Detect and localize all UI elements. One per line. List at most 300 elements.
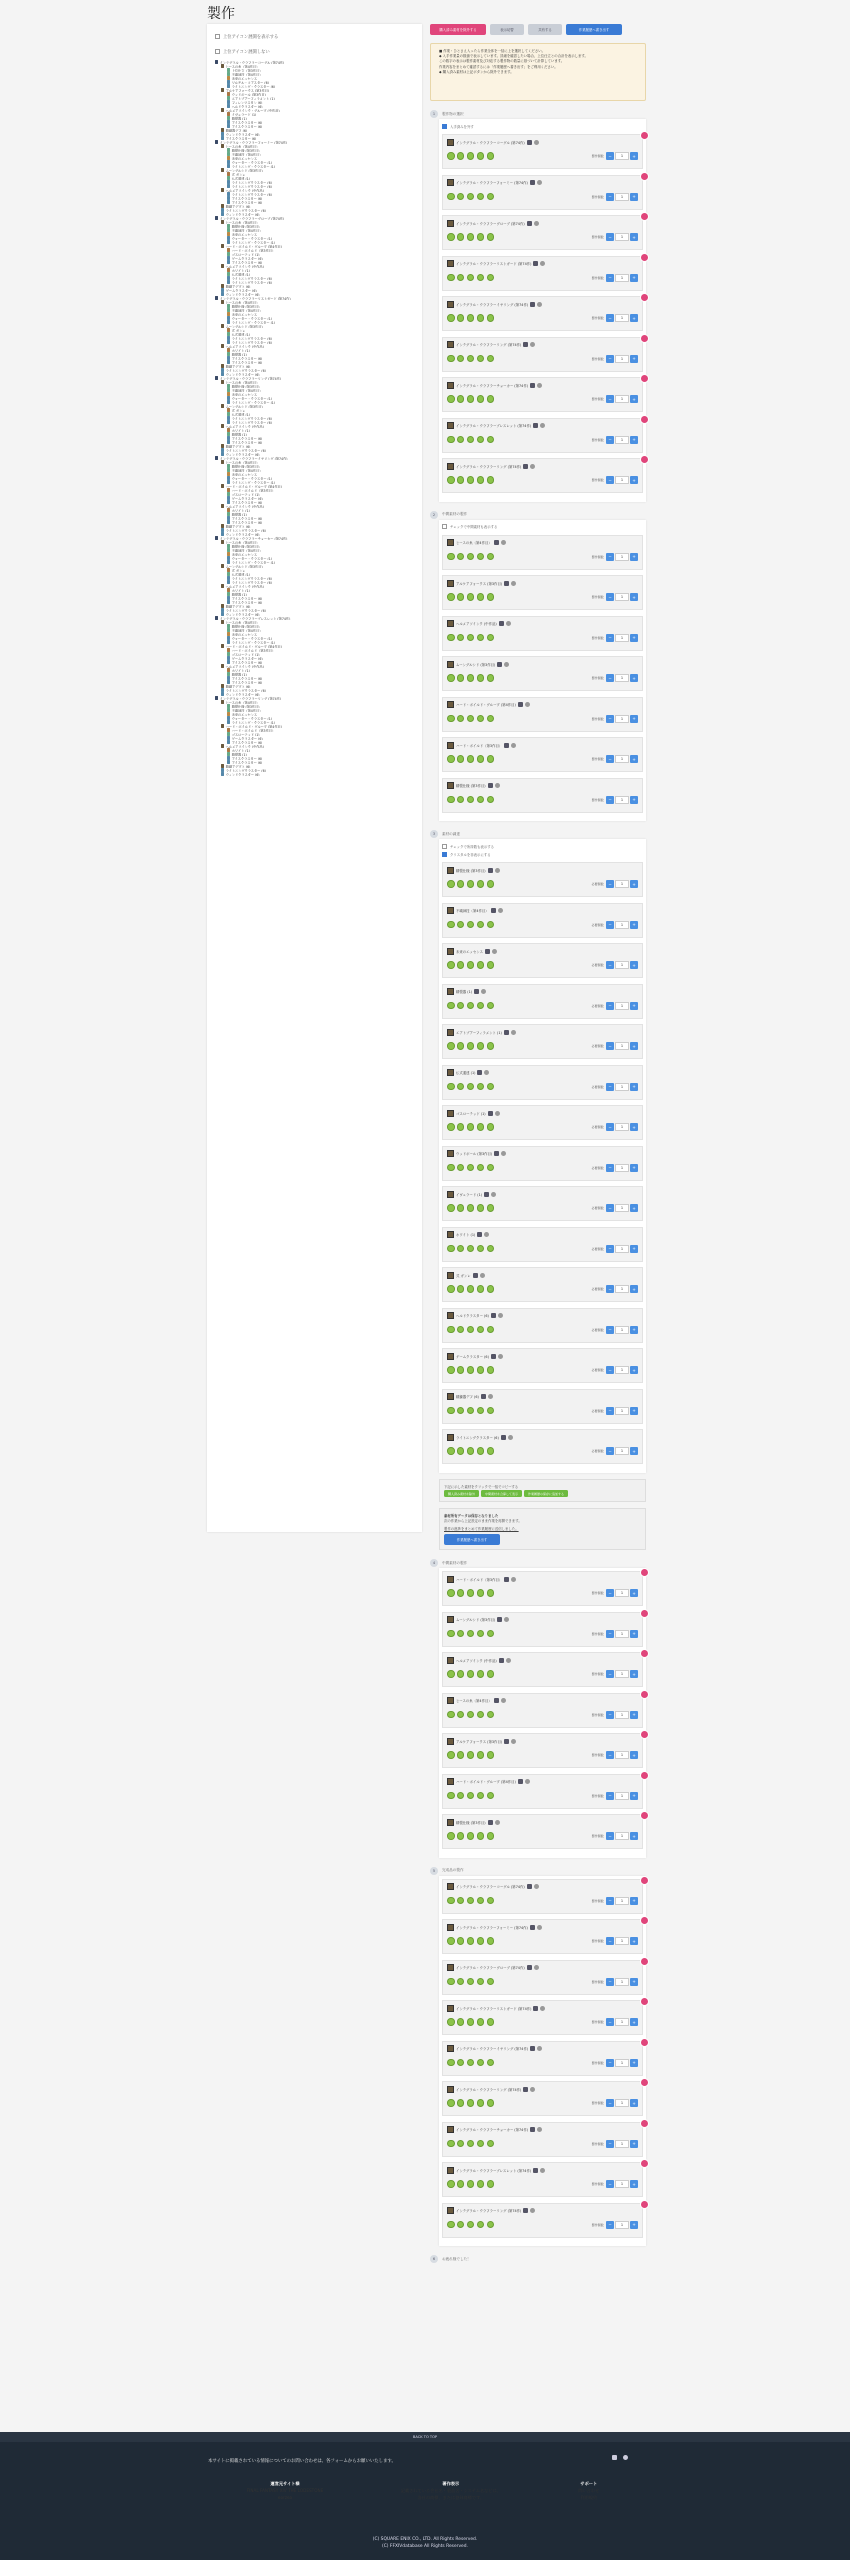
pin-button[interactable] <box>640 172 649 181</box>
increment-button[interactable]: + <box>630 1366 638 1374</box>
map-icon[interactable] <box>467 152 475 160</box>
decrement-button[interactable]: − <box>606 1978 614 1986</box>
decrement-button[interactable]: − <box>606 1366 614 1374</box>
decrement-button[interactable]: − <box>606 1832 614 1840</box>
contact-link[interactable]: 問い合わせ <box>578 2488 600 2493</box>
increment-button[interactable]: + <box>630 715 638 723</box>
increment-button[interactable]: + <box>630 193 638 201</box>
decrement-button[interactable]: − <box>606 355 614 363</box>
increment-button[interactable]: + <box>630 355 638 363</box>
search-icon[interactable] <box>511 1577 516 1582</box>
increment-button[interactable]: + <box>630 2099 638 2107</box>
quantity-stepper[interactable] <box>606 1285 638 1293</box>
quantity-input[interactable]: 1 <box>615 1978 629 1986</box>
decrement-button[interactable]: − <box>606 274 614 282</box>
tree-node[interactable] <box>215 772 416 776</box>
quantity-input[interactable]: 1 <box>615 2099 629 2107</box>
item-name[interactable]: インテグラル・ウラフラーグローブ (第74作) <box>456 1966 525 1970</box>
decrement-button[interactable]: − <box>606 152 614 160</box>
decrement-button[interactable]: − <box>606 1589 614 1597</box>
quantity-stepper[interactable] <box>606 1083 638 1091</box>
decrement-button[interactable]: − <box>606 2180 614 2188</box>
item-name[interactable]: 精製器 (1) <box>456 990 473 994</box>
map-icon[interactable] <box>467 755 475 763</box>
increment-button[interactable]: + <box>630 921 638 929</box>
decrement-button[interactable]: − <box>606 921 614 929</box>
decrement-button[interactable]: − <box>606 880 614 888</box>
decrement-button[interactable]: − <box>606 553 614 561</box>
gather-icon[interactable] <box>447 2180 455 2188</box>
gather-icon[interactable] <box>447 2059 455 2067</box>
copy-icon[interactable] <box>477 921 485 929</box>
copy-icon[interactable] <box>477 1447 485 1455</box>
info-icon[interactable] <box>487 152 495 160</box>
item-name[interactable]: ハード・ボイルド・グループ (第4作目) <box>456 1780 516 1784</box>
item-name[interactable]: インテグラル・ウラフラーコーグル (第74作) <box>456 140 525 145</box>
increment-button[interactable]: + <box>630 1792 638 1800</box>
item-name[interactable]: ムーングルシド (第3作目) <box>456 662 496 667</box>
pin-button[interactable] <box>640 212 649 221</box>
increment-button[interactable]: + <box>630 1002 638 1010</box>
search-icon[interactable] <box>511 743 516 748</box>
quantity-stepper[interactable] <box>606 2018 638 2026</box>
pin-button[interactable] <box>640 1649 649 1658</box>
quantity-stepper[interactable] <box>606 1937 638 1945</box>
gather-icon[interactable] <box>447 1792 455 1800</box>
info-icon[interactable] <box>487 193 495 201</box>
item-name[interactable]: インテグラル・ウラフラーブレスレット (第74作) <box>456 424 532 428</box>
quantity-input[interactable]: 1 <box>615 1630 629 1638</box>
copy-icon[interactable] <box>477 1937 485 1945</box>
copy-icon[interactable] <box>477 193 485 201</box>
map-icon[interactable] <box>467 1589 475 1597</box>
gather-icon[interactable] <box>447 674 455 682</box>
info-icon[interactable] <box>487 1792 495 1800</box>
info-icon[interactable] <box>487 1589 495 1597</box>
market-icon[interactable] <box>457 355 465 363</box>
info-icon[interactable] <box>487 755 495 763</box>
map-icon[interactable] <box>467 476 475 484</box>
search-icon[interactable] <box>511 1030 516 1035</box>
search-icon[interactable] <box>511 581 516 586</box>
quantity-input[interactable]: 1 <box>615 715 629 723</box>
search-icon[interactable] <box>530 342 535 347</box>
search-icon[interactable] <box>540 423 545 428</box>
copy-icon[interactable] <box>477 233 485 241</box>
decrement-button[interactable]: − <box>606 1285 614 1293</box>
search-icon[interactable] <box>495 783 500 788</box>
item-name[interactable]: インテグラル・ウラフラーリング (第74作) <box>456 343 522 347</box>
pin-button[interactable] <box>640 334 649 343</box>
gather-icon[interactable] <box>447 1407 455 1415</box>
info-icon[interactable] <box>487 233 495 241</box>
pin-button[interactable] <box>640 1568 649 1577</box>
item-name[interactable]: インテグラル・ウラフラーグローブ (第74作) <box>456 221 525 226</box>
increment-button[interactable]: + <box>630 1589 638 1597</box>
decrement-button[interactable]: − <box>606 2018 614 2026</box>
quantity-input[interactable]: 1 <box>615 1751 629 1759</box>
increment-button[interactable]: + <box>630 1447 638 1455</box>
decrement-button[interactable]: − <box>606 2221 614 2229</box>
market-icon[interactable] <box>457 674 465 682</box>
quantity-stepper[interactable] <box>606 921 638 929</box>
search-icon[interactable] <box>498 908 503 913</box>
item-name[interactable]: ホワイト (1) <box>456 1233 476 1237</box>
pin-button[interactable] <box>640 2159 649 2168</box>
decrement-button[interactable]: − <box>606 1326 614 1334</box>
market-icon[interactable] <box>457 476 465 484</box>
increment-button[interactable]: + <box>630 1164 638 1172</box>
quantity-stepper[interactable] <box>606 2221 638 2229</box>
copy-icon[interactable] <box>477 274 485 282</box>
search-icon[interactable] <box>508 1435 513 1440</box>
search-icon[interactable] <box>501 540 506 545</box>
decrement-button[interactable]: − <box>606 1630 614 1638</box>
market-icon[interactable] <box>457 2018 465 2026</box>
search-icon[interactable] <box>537 2127 542 2132</box>
decrement-button[interactable]: − <box>606 2099 614 2107</box>
quantity-input[interactable]: 1 <box>615 2180 629 2188</box>
search-icon[interactable] <box>540 261 545 266</box>
map-icon[interactable] <box>467 1042 475 1050</box>
decrement-button[interactable]: − <box>606 1042 614 1050</box>
quantity-stepper[interactable] <box>606 1245 638 1253</box>
info-icon[interactable] <box>487 674 495 682</box>
exclude-purchased-button[interactable]: 購入済み素材を除外する <box>430 24 486 35</box>
quantity-stepper[interactable] <box>606 1447 638 1455</box>
increment-button[interactable]: + <box>630 755 638 763</box>
quantity-input[interactable]: 1 <box>615 436 629 444</box>
market-icon[interactable] <box>457 314 465 322</box>
step-option[interactable] <box>442 850 643 858</box>
info-icon[interactable] <box>487 715 495 723</box>
market-icon[interactable] <box>457 1751 465 1759</box>
quantity-input[interactable]: 1 <box>615 880 629 888</box>
quantity-input[interactable]: 1 <box>615 921 629 929</box>
gather-icon[interactable] <box>447 1447 455 1455</box>
copy-icon[interactable] <box>477 1792 485 1800</box>
gather-icon[interactable] <box>447 755 455 763</box>
increment-button[interactable]: + <box>630 274 638 282</box>
info-icon[interactable] <box>487 1083 495 1091</box>
copy-icon[interactable] <box>477 436 485 444</box>
market-icon[interactable] <box>457 796 465 804</box>
market-icon[interactable] <box>457 1711 465 1719</box>
quantity-input[interactable]: 1 <box>615 1792 629 1800</box>
copy-icon[interactable] <box>477 476 485 484</box>
copy-icon[interactable] <box>477 1123 485 1131</box>
market-icon[interactable] <box>457 553 465 561</box>
quantity-stepper[interactable] <box>606 314 638 322</box>
quantity-stepper[interactable] <box>606 2099 638 2107</box>
decrement-button[interactable]: − <box>606 1083 614 1091</box>
gather-icon[interactable] <box>447 1002 455 1010</box>
info-icon[interactable] <box>487 1711 495 1719</box>
decrement-button[interactable]: − <box>606 796 614 804</box>
map-icon[interactable] <box>467 1832 475 1840</box>
quantity-stepper[interactable] <box>606 1123 638 1131</box>
map-icon[interactable] <box>467 715 475 723</box>
save-status-link[interactable]: 製作の進捗をまとめて作業履歴に送信しました。 <box>444 1527 519 1531</box>
pin-button[interactable] <box>640 1771 649 1780</box>
step-option[interactable] <box>442 842 643 850</box>
copy-icon[interactable] <box>477 1245 485 1253</box>
quantity-input[interactable]: 1 <box>615 476 629 484</box>
gather-icon[interactable] <box>447 2221 455 2229</box>
decrement-button[interactable]: − <box>606 1245 614 1253</box>
decrement-button[interactable]: − <box>606 233 614 241</box>
map-icon[interactable] <box>467 1630 475 1638</box>
quantity-stepper[interactable] <box>606 1204 638 1212</box>
option-checkbox[interactable] <box>442 852 447 857</box>
pin-button[interactable] <box>640 1957 649 1966</box>
market-icon[interactable] <box>457 395 465 403</box>
quantity-input[interactable]: 1 <box>615 2059 629 2067</box>
copy-icon[interactable] <box>477 1978 485 1986</box>
copy-icon[interactable] <box>477 2221 485 2229</box>
info-icon[interactable] <box>487 2059 495 2067</box>
search-icon[interactable] <box>495 1111 500 1116</box>
quantity-stepper[interactable] <box>606 1326 638 1334</box>
info-icon[interactable] <box>487 1042 495 1050</box>
quantity-input[interactable]: 1 <box>615 796 629 804</box>
gather-icon[interactable] <box>447 1285 455 1293</box>
map-icon[interactable] <box>467 1751 475 1759</box>
quantity-stepper[interactable] <box>606 1366 638 1374</box>
copy-icon[interactable] <box>477 593 485 601</box>
info-icon[interactable] <box>487 1245 495 1253</box>
map-icon[interactable] <box>467 961 475 969</box>
increment-button[interactable]: + <box>630 395 638 403</box>
quantity-stepper[interactable] <box>606 715 638 723</box>
increment-button[interactable]: + <box>630 152 638 160</box>
map-icon[interactable] <box>467 634 475 642</box>
copy-icon[interactable] <box>477 395 485 403</box>
quantity-input[interactable]: 1 <box>615 2140 629 2148</box>
map-icon[interactable] <box>467 436 475 444</box>
copy-icon[interactable] <box>477 1002 485 1010</box>
copy-icon[interactable] <box>477 1897 485 1905</box>
decrement-button[interactable]: − <box>606 715 614 723</box>
quantity-stepper[interactable] <box>606 1002 638 1010</box>
search-icon[interactable] <box>498 1354 503 1359</box>
decrement-button[interactable]: − <box>606 1711 614 1719</box>
item-name[interactable]: インテグラル・ウラフラーチョーカー (第74作) <box>456 2128 529 2132</box>
quantity-stepper[interactable] <box>606 1407 638 1415</box>
quantity-input[interactable]: 1 <box>615 314 629 322</box>
decrement-button[interactable]: − <box>606 476 614 484</box>
gather-icon[interactable] <box>447 880 455 888</box>
quantity-stepper[interactable] <box>606 2059 638 2067</box>
decrement-button[interactable]: − <box>606 193 614 201</box>
copy-icon[interactable] <box>477 553 485 561</box>
info-icon[interactable] <box>487 1937 495 1945</box>
gather-icon[interactable] <box>447 2140 455 2148</box>
item-name[interactable]: インテグラル・ウラフラーリストガード (第74作) <box>456 262 532 266</box>
gather-icon[interactable] <box>447 1366 455 1374</box>
quantity-stepper[interactable] <box>606 355 638 363</box>
item-name[interactable]: ウッドボール (第3作目) <box>456 1152 493 1156</box>
copy-icon[interactable] <box>477 1711 485 1719</box>
gather-icon[interactable] <box>447 233 455 241</box>
item-name[interactable]: ライトニングクラスター (6) <box>456 1435 499 1440</box>
gather-icon[interactable] <box>447 395 455 403</box>
quantity-input[interactable]: 1 <box>615 2018 629 2026</box>
copy-tag-button[interactable]: 購入済み素材を除外 <box>444 1490 479 1497</box>
decrement-button[interactable]: − <box>606 2059 614 2067</box>
gather-icon[interactable] <box>447 634 455 642</box>
info-icon[interactable] <box>487 1366 495 1374</box>
increment-button[interactable]: + <box>630 634 638 642</box>
item-name[interactable]: インテグラル・ウラフラーブレスレット (第74作) <box>456 2168 532 2173</box>
search-icon[interactable] <box>534 1884 539 1889</box>
search-icon[interactable] <box>488 1394 493 1399</box>
quantity-input[interactable]: 1 <box>615 1204 629 1212</box>
pin-button[interactable] <box>640 293 649 302</box>
market-icon[interactable] <box>457 2221 465 2229</box>
gather-icon[interactable] <box>447 921 455 929</box>
info-icon[interactable] <box>487 1407 495 1415</box>
copy-icon[interactable] <box>477 314 485 322</box>
decrement-button[interactable]: − <box>606 1670 614 1678</box>
quantity-input[interactable]: 1 <box>615 395 629 403</box>
back-to-top-link[interactable]: BACK TO TOP <box>0 2432 850 2442</box>
decrement-button[interactable]: − <box>606 1447 614 1455</box>
copy-icon[interactable] <box>477 796 485 804</box>
eorzea-link[interactable]: eorzea <box>277 2495 293 2500</box>
info-icon[interactable] <box>487 1123 495 1131</box>
pin-button[interactable] <box>640 2038 649 2047</box>
quantity-input[interactable]: 1 <box>615 233 629 241</box>
market-icon[interactable] <box>457 715 465 723</box>
increment-button[interactable]: + <box>630 1326 638 1334</box>
copy-icon[interactable] <box>477 1832 485 1840</box>
tree-option-collapse[interactable] <box>207 47 422 56</box>
gather-icon[interactable] <box>447 152 455 160</box>
decrement-button[interactable]: − <box>606 1123 614 1131</box>
decrement-button[interactable]: − <box>606 1792 614 1800</box>
quantity-input[interactable]: 1 <box>615 1711 629 1719</box>
quantity-stepper[interactable] <box>606 193 638 201</box>
quantity-stepper[interactable] <box>606 796 638 804</box>
copy-icon[interactable] <box>477 961 485 969</box>
info-icon[interactable] <box>487 1897 495 1905</box>
copy-icon[interactable] <box>477 152 485 160</box>
info-icon[interactable] <box>487 1447 495 1455</box>
quantity-input[interactable]: 1 <box>615 1285 629 1293</box>
copy-icon[interactable] <box>477 880 485 888</box>
info-icon[interactable] <box>487 1670 495 1678</box>
quantity-input[interactable]: 1 <box>615 1897 629 1905</box>
map-icon[interactable] <box>467 1897 475 1905</box>
market-icon[interactable] <box>457 2059 465 2067</box>
quantity-input[interactable]: 1 <box>615 1083 629 1091</box>
quantity-input[interactable]: 1 <box>615 634 629 642</box>
pin-button[interactable] <box>640 1876 649 1885</box>
info-icon[interactable] <box>487 2099 495 2107</box>
copy-icon[interactable] <box>477 634 485 642</box>
decrement-button[interactable]: − <box>606 1407 614 1415</box>
item-name[interactable]: ハード・ボイルド・グループ (第4作目) <box>456 703 516 707</box>
gather-icon[interactable] <box>447 1042 455 1050</box>
info-icon[interactable] <box>487 2180 495 2188</box>
gather-icon[interactable] <box>447 1978 455 1986</box>
pin-button[interactable] <box>640 253 649 262</box>
item-name[interactable]: アルケアフォークス (第3作目) <box>456 581 503 586</box>
copy-icon[interactable] <box>477 755 485 763</box>
increment-button[interactable]: + <box>630 1832 638 1840</box>
item-name[interactable]: ハード・ボイルド（第3作目） <box>456 743 503 748</box>
step-option[interactable] <box>442 122 643 130</box>
decrement-button[interactable]: − <box>606 1751 614 1759</box>
item-name[interactable]: ヘルメアソインク (中作品) <box>456 1658 497 1663</box>
quantity-input[interactable]: 1 <box>615 755 629 763</box>
info-icon[interactable] <box>487 553 495 561</box>
search-icon[interactable] <box>491 1192 496 1197</box>
info-icon[interactable] <box>487 1204 495 1212</box>
item-name[interactable]: インテグラル・ウラフラーリストガード (第74作) <box>456 2006 532 2011</box>
info-icon[interactable] <box>487 1978 495 1986</box>
quantity-stepper[interactable] <box>606 1832 638 1840</box>
map-icon[interactable] <box>467 2180 475 2188</box>
decrement-button[interactable]: − <box>606 634 614 642</box>
quantity-stepper[interactable] <box>606 2140 638 2148</box>
map-icon[interactable] <box>467 193 475 201</box>
pin-button[interactable] <box>640 1997 649 2006</box>
map-icon[interactable] <box>467 921 475 929</box>
search-icon[interactable] <box>504 1617 509 1622</box>
item-name[interactable]: ヒースの糸（第4作目） <box>456 541 492 545</box>
map-icon[interactable] <box>467 880 475 888</box>
map-icon[interactable] <box>467 2018 475 2026</box>
gather-icon[interactable] <box>447 1711 455 1719</box>
increment-button[interactable]: + <box>630 1407 638 1415</box>
market-icon[interactable] <box>457 1447 465 1455</box>
quantity-input[interactable]: 1 <box>615 1042 629 1050</box>
market-icon[interactable] <box>457 1792 465 1800</box>
quantity-stepper[interactable] <box>606 1670 638 1678</box>
increment-button[interactable]: + <box>630 1042 638 1050</box>
copy-icon[interactable] <box>477 2140 485 2148</box>
quantity-stepper[interactable] <box>606 1042 638 1050</box>
map-icon[interactable] <box>467 1711 475 1719</box>
info-icon[interactable] <box>487 1285 495 1293</box>
gather-icon[interactable] <box>447 1832 455 1840</box>
info-icon[interactable] <box>487 2018 495 2026</box>
search-icon[interactable] <box>506 621 511 626</box>
decrement-button[interactable]: − <box>606 593 614 601</box>
decrement-button[interactable]: − <box>606 395 614 403</box>
quantity-stepper[interactable] <box>606 2180 638 2188</box>
market-icon[interactable] <box>457 1978 465 1986</box>
decrement-button[interactable]: − <box>606 961 614 969</box>
item-name[interactable]: インテグラル・ウラフラーフォーミー (第74作) <box>456 181 528 185</box>
share-button[interactable]: 共有する <box>528 24 562 35</box>
item-name[interactable]: 不壊神技（第4作目） <box>456 909 489 913</box>
increment-button[interactable]: + <box>630 1630 638 1638</box>
pin-button[interactable] <box>640 1690 649 1699</box>
quantity-stepper[interactable] <box>606 553 638 561</box>
market-icon[interactable] <box>457 152 465 160</box>
toggle-view-button[interactable]: 表示切替 <box>490 24 524 35</box>
quantity-stepper[interactable] <box>606 476 638 484</box>
quantity-stepper[interactable] <box>606 1711 638 1719</box>
info-icon[interactable] <box>487 314 495 322</box>
market-icon[interactable] <box>457 1897 465 1905</box>
info-icon[interactable] <box>487 355 495 363</box>
copy-icon[interactable] <box>477 1285 485 1293</box>
search-icon[interactable] <box>534 1965 539 1970</box>
